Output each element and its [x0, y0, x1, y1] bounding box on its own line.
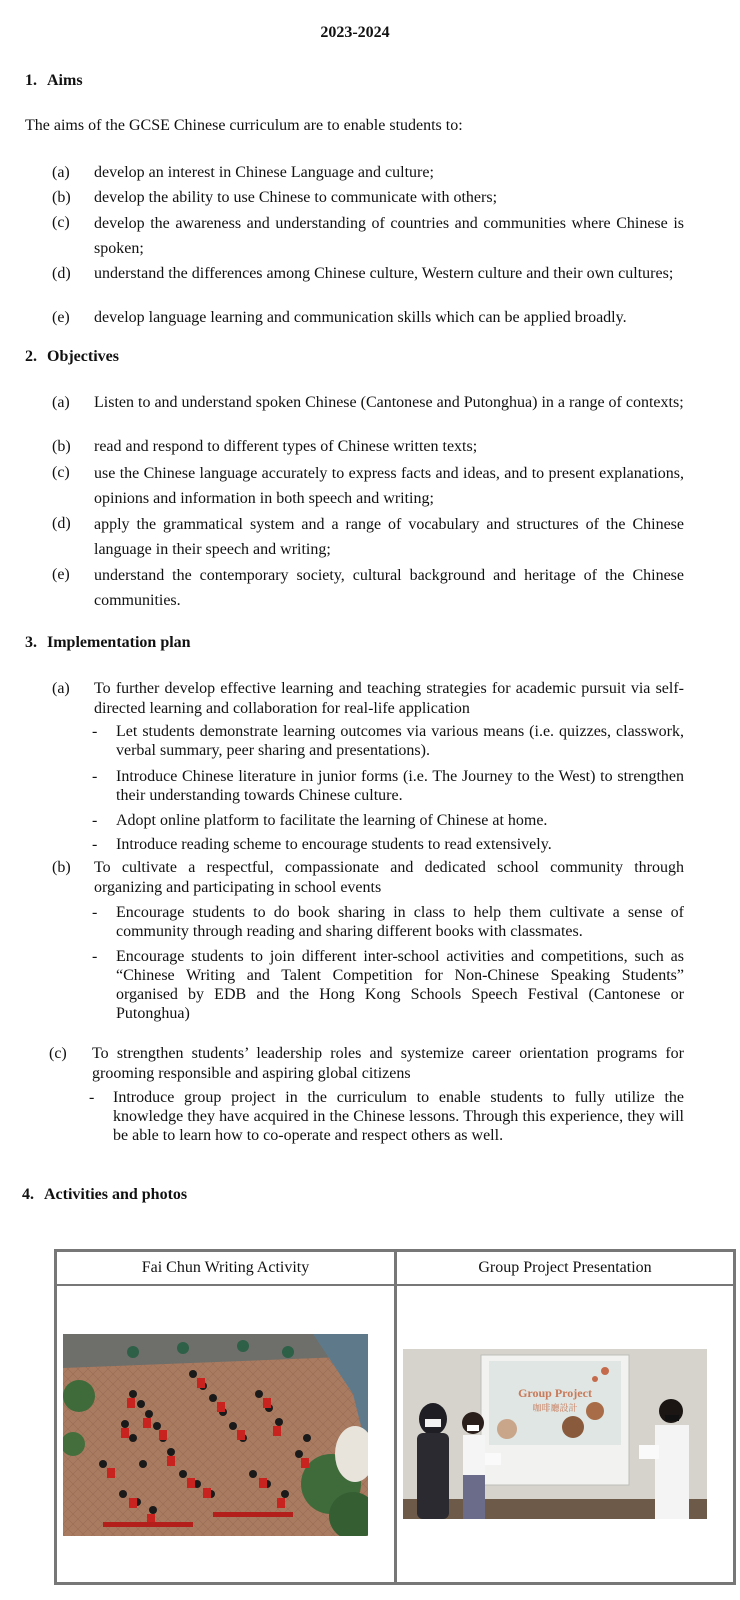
photo-caption: Group Project Presentation	[397, 1252, 733, 1286]
item-label: (e)	[52, 309, 70, 326]
implementation-subitem: - Adopt online platform to facilitate the learning of Chinese at home.	[92, 812, 548, 829]
item-text: develop language learning and communication skills which can be applied broadly.	[94, 309, 627, 326]
section-title: Implementation plan	[47, 634, 191, 651]
item-label: (a)	[52, 164, 70, 181]
section-heading-activities	[22, 1186, 187, 1204]
implementation-subitem: - Introduce group project in the curriculum to enable students to fully utilize the knowledge they have acquired in the Chinese lessons. Through this experience, they will be able to learn how to co-operate and respect others as well.	[89, 1089, 684, 1144]
implementation-item	[52, 858, 684, 898]
item-label: (c)	[52, 464, 70, 481]
item-text: develop the awareness and understanding of countries and communities where Chinese is spoken;	[94, 215, 684, 257]
group-project-photo-image	[403, 1349, 707, 1519]
aims-item	[52, 308, 684, 328]
item-label: (a)	[52, 394, 70, 411]
implementation-subitem: - Introduce Chinese literature in junior forms (i.e. The Journey to the West) to strengthen their understanding towards Chinese culture.	[92, 768, 684, 804]
objectives-item	[52, 461, 684, 511]
section-number: 1.	[25, 72, 37, 89]
item-label: (d)	[52, 265, 71, 282]
aims-item	[52, 264, 684, 284]
section-number: 2.	[25, 348, 37, 365]
objectives-item	[52, 563, 684, 613]
aims-item	[52, 188, 684, 208]
item-text: develop an interest in Chinese Language and culture;	[94, 164, 434, 181]
page-title: 2023-2024	[320, 24, 390, 41]
section-title: Activities and photos	[44, 1186, 188, 1203]
slide-subtitle: 咖啡廳設計	[532, 1404, 578, 1414]
section-title: Aims	[47, 72, 83, 89]
photo-column	[397, 1252, 733, 1582]
item-label: (b)	[52, 189, 71, 206]
item-text: apply the grammatical system and a range of vocabulary and structures of the Chinese language in their speech and writing;	[94, 516, 684, 558]
section-heading-objectives	[25, 348, 119, 366]
implementation-subitem: - Encourage students to do book sharing in class to help them cultivate a sense of community through reading and sharing different books with classmates.	[92, 904, 684, 940]
section-number: 3.	[25, 634, 37, 651]
section-title: Objectives	[47, 348, 119, 365]
item-text: To cultivate a respectful, compassionate and dedicated school community through organizing and participating in school events	[94, 859, 684, 896]
item-label: (b)	[52, 859, 71, 876]
item-label: (c)	[49, 1045, 67, 1062]
objectives-item	[52, 393, 684, 413]
implementation-subitem: - Encourage students to join different inter-school activities and competitions, such as “Chinese Writing and Talent Competition for Non-Chinese Speaking Students” organised by EDB and the Hong Kong Schools Speech Festival (Cantonese or Putonghua)	[92, 948, 684, 1022]
item-text: Listen to and understand spoken Chinese (Cantonese and Putonghua) in a range of contexts;	[94, 394, 684, 411]
implementation-subitem: - Let students demonstrate learning outcomes via various means (i.e. quizzes, classwork, verbal summary, peer sharing and presentations).	[92, 723, 684, 759]
photo-table	[54, 1249, 736, 1585]
item-label: (a)	[52, 680, 70, 697]
aims-item	[52, 163, 684, 183]
fai-chun-photo	[63, 1334, 368, 1536]
implementation-item	[49, 1044, 684, 1084]
section-number: 4.	[22, 1186, 34, 1203]
slide-title: Group Project	[518, 1386, 592, 1400]
aims-item	[52, 211, 684, 261]
section-heading-aims	[25, 72, 83, 90]
photo-column	[57, 1252, 397, 1582]
fai-chun-photo-image	[63, 1334, 368, 1536]
item-text: To strengthen students’ leadership roles and systemize career orientation programs for grooming responsible and aspiring global citizens	[92, 1045, 684, 1082]
photo-caption: Fai Chun Writing Activity	[57, 1252, 394, 1286]
item-label: (d)	[52, 515, 71, 532]
group-project-photo	[403, 1349, 707, 1519]
item-label: (b)	[52, 438, 71, 455]
item-text: read and respond to different types of Chinese written texts;	[94, 438, 478, 455]
section-heading-implementation	[25, 634, 191, 652]
item-text: develop the ability to use Chinese to communicate with others;	[94, 189, 498, 206]
item-text: understand the differences among Chinese culture, Western culture and their own cultures;	[94, 265, 674, 282]
item-label: (c)	[52, 214, 70, 231]
aims-intro: The aims of the GCSE Chinese curriculum are to enable students to:	[25, 117, 463, 134]
implementation-item	[52, 679, 684, 719]
objectives-item	[52, 437, 684, 457]
item-text: use the Chinese language accurately to express facts and ideas, and to present explanations, opinions and information in both speech and writing;	[94, 465, 684, 507]
objectives-item	[52, 512, 684, 562]
item-text: To further develop effective learning and teaching strategies for academic pursuit via self-directed learning and collaboration for real-life application	[94, 680, 684, 717]
implementation-subitem: - Introduce reading scheme to encourage students to read extensively.	[92, 836, 552, 853]
item-text: understand the contemporary society, cultural background and heritage of the Chinese communities.	[94, 567, 684, 609]
item-label: (e)	[52, 566, 70, 583]
